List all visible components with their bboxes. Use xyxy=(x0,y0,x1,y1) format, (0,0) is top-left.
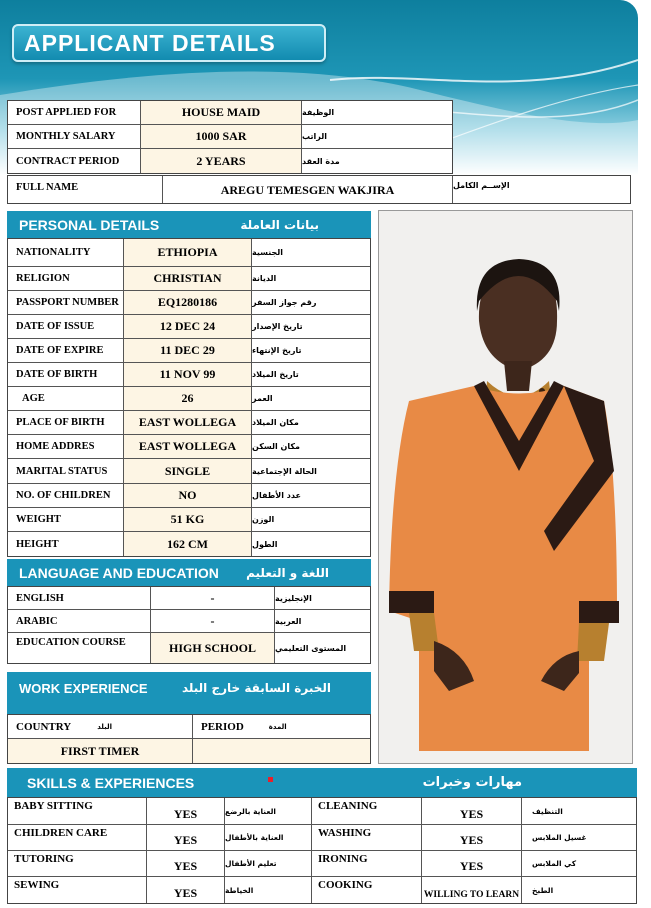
personal-label-ar: تاريخ الميلاد xyxy=(252,370,299,379)
job-row xyxy=(8,125,452,149)
skill-label: TUTORING xyxy=(8,851,147,876)
personal-label-ar: عدد الأطفال xyxy=(252,491,301,500)
language-title: LANGUAGE AND EDUCATION xyxy=(19,564,219,581)
skill-label: WASHING xyxy=(312,825,422,850)
language-label: EDUCATION COURSE xyxy=(8,633,151,663)
personal-label: PLACE OF BIRTH xyxy=(8,411,124,434)
personal-label: DATE OF EXPIRE xyxy=(8,339,124,362)
language-label-ar: العربية xyxy=(275,616,302,626)
language-label-ar: الإنجليزية xyxy=(275,593,312,603)
personal-value: NO xyxy=(124,484,252,507)
skills-title: SKILLS & EXPERIENCES xyxy=(27,774,195,791)
skill-label: SEWING xyxy=(8,877,147,903)
skill-label-ar: الخياطة xyxy=(225,877,312,903)
work-title: WORK EXPERIENCE xyxy=(19,681,148,696)
language-section-header xyxy=(7,559,371,586)
skill-value: YES xyxy=(422,825,522,850)
job-label-ar: الراتب xyxy=(302,132,327,141)
skill-label-ar: العناية بالأطفال xyxy=(225,825,312,850)
work-period-value xyxy=(193,739,370,763)
personal-label-ar: مكان الميلاد xyxy=(252,418,299,427)
skill-label-ar: العناية بالرضع xyxy=(225,798,312,824)
skills-row xyxy=(8,851,636,877)
job-value: 2 YEARS xyxy=(141,149,302,173)
skills-row xyxy=(8,825,636,851)
language-label: ARABIC xyxy=(8,610,151,632)
job-label-ar: الوظيفة xyxy=(302,108,335,117)
personal-row xyxy=(8,459,370,484)
personal-label: NATIONALITY xyxy=(8,239,124,266)
personal-row xyxy=(8,411,370,435)
personal-title-ar: بيانات العاملة xyxy=(240,217,319,232)
work-header-row xyxy=(8,715,370,739)
skills-row xyxy=(8,798,636,825)
country-label: COUNTRY xyxy=(16,720,72,733)
skill-value: YES xyxy=(147,851,225,876)
skill-label-ar: تعليم الأطفال xyxy=(225,851,312,876)
personal-section-header xyxy=(7,211,371,238)
personal-row xyxy=(8,239,370,267)
language-value: - xyxy=(151,610,275,632)
work-country-value: FIRST TIMER xyxy=(8,739,193,763)
work-table xyxy=(7,714,371,764)
applicant-portrait-illustration xyxy=(379,211,633,764)
personal-label: PASSPORT NUMBER xyxy=(8,291,124,314)
work-section-header xyxy=(7,672,371,714)
red-marker xyxy=(268,777,273,782)
skill-value: YES xyxy=(147,877,225,903)
personal-value: 26 xyxy=(124,387,252,410)
personal-row xyxy=(8,267,370,291)
language-value: HIGH SCHOOL xyxy=(151,633,275,663)
full-name-label-ar: الإســم الكامل xyxy=(453,181,510,190)
skill-label: IRONING xyxy=(312,851,422,876)
skills-row xyxy=(8,877,636,903)
language-row xyxy=(8,610,370,633)
skill-label: CHILDREN CARE xyxy=(8,825,147,850)
period-label-ar: المدة xyxy=(268,722,287,731)
work-value-row xyxy=(8,739,370,763)
skill-label-ar: غسيل الملابس xyxy=(532,833,587,842)
personal-label: WEIGHT xyxy=(8,508,124,531)
personal-label-ar: الحالة الإجتماعية xyxy=(252,466,317,476)
page-title: APPLICANT DETAILS xyxy=(12,24,326,62)
personal-value: EAST WOLLEGA xyxy=(124,435,252,458)
personal-value: SINGLE xyxy=(124,459,252,483)
job-row xyxy=(8,149,452,173)
language-label-ar: المستوى التعليمي xyxy=(275,643,347,653)
personal-label-ar: تاريخ الإصدار xyxy=(252,322,303,331)
personal-label-ar: الديانة xyxy=(252,274,277,283)
job-value: 1000 SAR xyxy=(141,125,302,148)
personal-value: EQ1280186 xyxy=(124,291,252,314)
personal-value: 11 NOV 99 xyxy=(124,363,252,386)
skill-value: YES xyxy=(147,825,225,850)
country-header xyxy=(8,715,193,738)
full-name-value: AREGU TEMESGEN WAKJIRA xyxy=(163,176,453,203)
language-label: ENGLISH xyxy=(8,587,151,609)
personal-value: EAST WOLLEGA xyxy=(124,411,252,434)
language-value: - xyxy=(151,587,275,609)
job-label: POST APPLIED FOR xyxy=(8,101,141,124)
skill-value: WILLING TO LEARN xyxy=(422,877,522,903)
job-label-ar: مدة العقد xyxy=(302,156,340,166)
applicant-photo xyxy=(378,210,633,764)
language-row xyxy=(8,633,370,663)
skill-value: YES xyxy=(147,798,225,824)
job-table xyxy=(7,100,453,174)
language-title-ar: اللغة و التعليم xyxy=(246,565,329,580)
personal-title: PERSONAL DETAILS xyxy=(19,216,160,233)
personal-label: RELIGION xyxy=(8,267,124,290)
personal-label-ar: تاريخ الإنتهاء xyxy=(252,346,302,355)
skill-label-ar: كي الملابس xyxy=(532,859,577,868)
personal-row xyxy=(8,339,370,363)
personal-value: 51 KG xyxy=(124,508,252,531)
skill-label-ar: التنظيف xyxy=(532,806,563,816)
personal-row xyxy=(8,291,370,315)
full-name-row xyxy=(7,175,631,204)
personal-label-ar: الوزن xyxy=(252,515,275,524)
period-header xyxy=(193,715,370,738)
job-row xyxy=(8,101,452,125)
personal-label-ar: الجنسية xyxy=(252,248,284,257)
personal-label-ar: الطول xyxy=(252,539,278,549)
personal-label: AGE xyxy=(8,387,124,410)
skill-value: YES xyxy=(422,851,522,876)
personal-label-ar: مكان السكن xyxy=(252,442,300,451)
job-label: MONTHLY SALARY xyxy=(8,125,141,148)
personal-label: HEIGHT xyxy=(8,532,124,556)
personal-label: MARITAL STATUS xyxy=(8,459,124,483)
skill-value: YES xyxy=(422,798,522,824)
personal-label: NO. OF CHILDREN xyxy=(8,484,124,507)
personal-value: CHRISTIAN xyxy=(124,267,252,290)
work-title-ar: الخبرة السابقة خارج البلد xyxy=(181,681,331,695)
personal-label: DATE OF BIRTH xyxy=(8,363,124,386)
personal-row xyxy=(8,484,370,508)
job-value: HOUSE MAID xyxy=(141,101,302,124)
personal-value: 162 CM xyxy=(124,532,252,556)
personal-row xyxy=(8,363,370,387)
language-table xyxy=(7,586,371,664)
personal-value: 11 DEC 29 xyxy=(124,339,252,362)
personal-value: ETHIOPIA xyxy=(124,239,252,266)
personal-row xyxy=(8,315,370,339)
personal-label-ar: العمر xyxy=(252,394,273,403)
skill-label: CLEANING xyxy=(312,798,422,824)
language-row xyxy=(8,587,370,610)
personal-label: HOME ADDRES xyxy=(8,435,124,458)
skill-label: BABY SITTING xyxy=(8,798,147,824)
personal-row xyxy=(8,435,370,459)
skills-section-header xyxy=(7,768,637,797)
personal-label: DATE OF ISSUE xyxy=(8,315,124,338)
skill-label-ar: الطبخ xyxy=(532,885,554,895)
personal-label-ar: رقم جواز السفر xyxy=(252,298,317,307)
personal-value: 12 DEC 24 xyxy=(124,315,252,338)
period-label: PERIOD xyxy=(201,720,244,733)
skills-title-ar: مهارات وخبرات xyxy=(422,775,522,790)
personal-row xyxy=(8,387,370,411)
personal-row xyxy=(8,532,370,556)
skills-table xyxy=(7,797,637,904)
personal-row xyxy=(8,508,370,532)
personal-table xyxy=(7,238,371,557)
full-name-label: FULL NAME xyxy=(8,176,163,203)
job-label: CONTRACT PERIOD xyxy=(8,149,141,173)
country-label-ar: البلد xyxy=(97,722,112,731)
skill-label: COOKING xyxy=(312,877,422,903)
